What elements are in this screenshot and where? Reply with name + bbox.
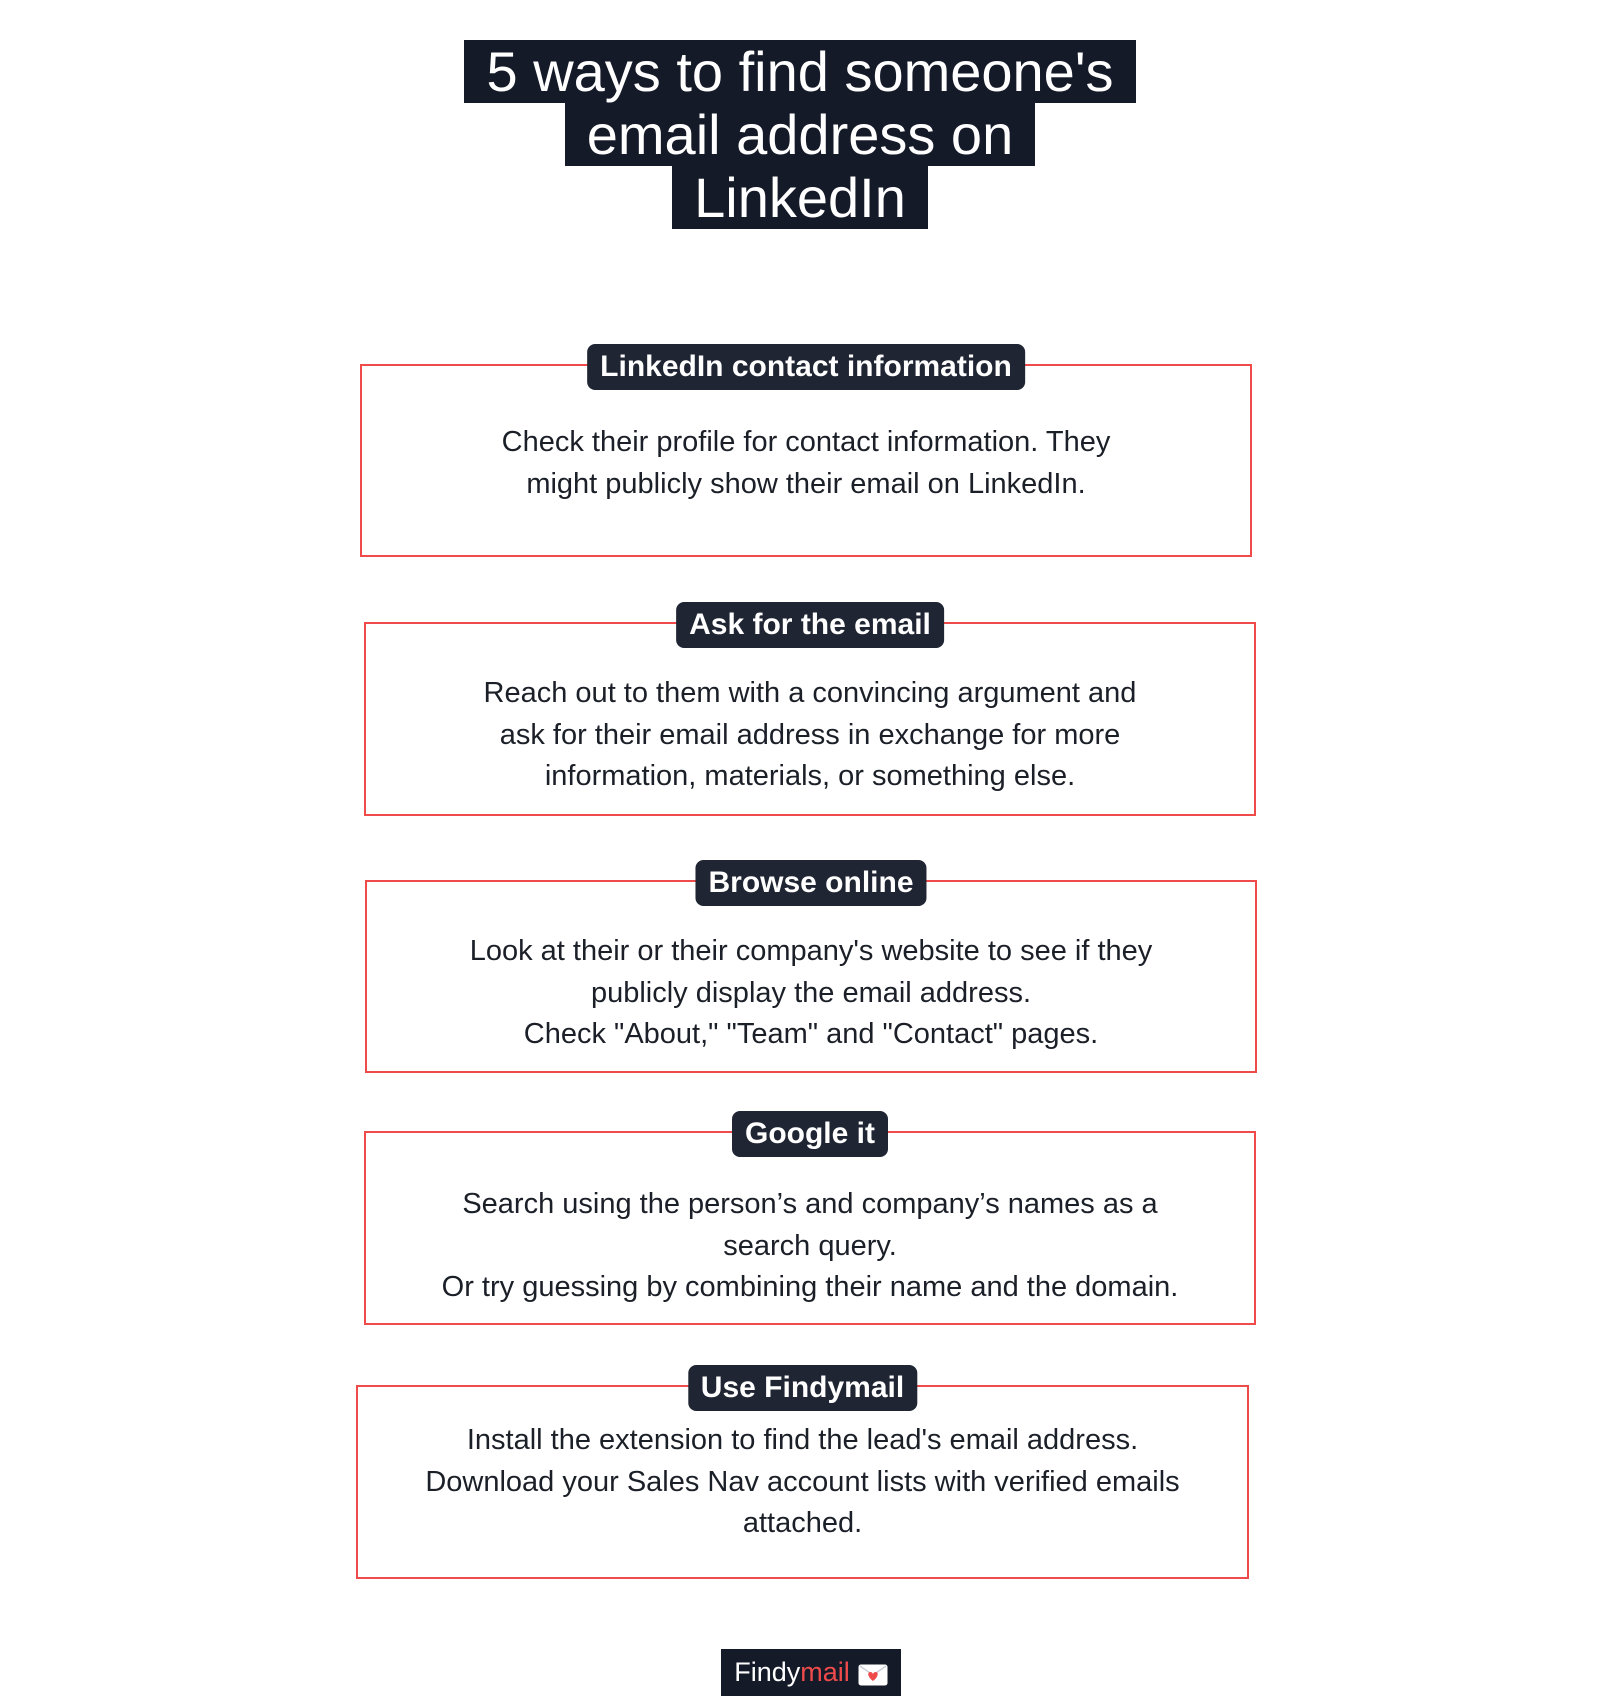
card-google-it bbox=[364, 1117, 1256, 1325]
card-body bbox=[358, 1420, 1247, 1545]
card-linkedin-contact-info bbox=[360, 350, 1252, 557]
findymail-logo bbox=[721, 1649, 901, 1696]
card-body bbox=[367, 931, 1255, 1056]
card-browse-online bbox=[365, 866, 1257, 1073]
logo-text-mail: mail bbox=[800, 1657, 850, 1687]
card-body bbox=[366, 673, 1254, 798]
card-body-line: Look at their or their company's website to see if they bbox=[469, 935, 1153, 967]
card-body-line: Or try guessing by combining their name and the domain. bbox=[441, 1271, 1179, 1303]
card-body bbox=[366, 1184, 1254, 1309]
card-body-line: attached. bbox=[742, 1507, 863, 1539]
title-line-3: LinkedIn bbox=[672, 166, 928, 229]
card-body-line: publicly display the email address. bbox=[590, 976, 1032, 1009]
title-line-1: 5 ways to find someone's bbox=[464, 40, 1135, 103]
card-body-line: Download your Sales Nav account lists with verified emails bbox=[425, 1465, 1180, 1498]
card-body-line: Check "About," "Team" and "Contact" pages. bbox=[523, 1018, 1099, 1050]
card-body bbox=[362, 422, 1250, 505]
card-heading: LinkedIn contact information bbox=[587, 344, 1025, 390]
card-heading: Google it bbox=[732, 1111, 888, 1157]
card-body-line: ask for their email address in exchange for more bbox=[499, 718, 1121, 751]
envelope-heart-icon bbox=[858, 1662, 888, 1684]
logo-text bbox=[734, 1657, 850, 1688]
card-body-line: Check their profile for contact information. They bbox=[501, 426, 1111, 458]
logo-text-findy: Findy bbox=[734, 1657, 801, 1687]
page-title bbox=[0, 40, 1600, 229]
card-ask-for-email bbox=[364, 608, 1256, 816]
card-body-line: search query. bbox=[723, 1229, 897, 1262]
card-body-line: information, materials, or something else. bbox=[544, 760, 1076, 792]
card-use-findymail bbox=[356, 1371, 1249, 1579]
card-body-line: Search using the person’s and company’s names as a bbox=[462, 1188, 1158, 1220]
card-heading: Use Findymail bbox=[688, 1365, 917, 1411]
title-line-2: email address on bbox=[565, 103, 1035, 166]
card-body-line: might publicly show their email on LinkedIn. bbox=[526, 467, 1086, 500]
card-body-line: Reach out to them with a convincing argument and bbox=[483, 677, 1137, 709]
card-heading: Ask for the email bbox=[676, 602, 944, 648]
card-body-line: Install the extension to find the lead's email address. bbox=[466, 1424, 1139, 1456]
card-heading: Browse online bbox=[695, 860, 926, 906]
